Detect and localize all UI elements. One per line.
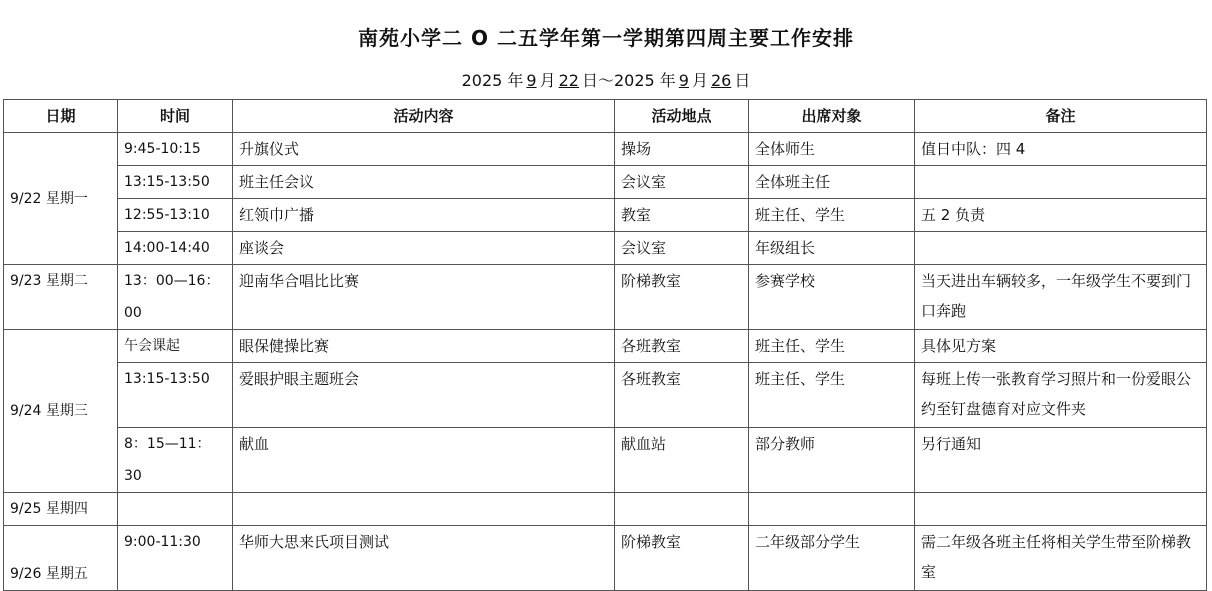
place-cell: 教室 [615, 199, 749, 232]
place-cell: 各班教室 [615, 363, 749, 428]
note-cell: 另行通知 [915, 428, 1207, 493]
time-cell: 13：00—16：00 [118, 265, 233, 330]
time-cell: 午会课起 [118, 330, 233, 363]
table-row [4, 330, 1207, 363]
attendees-cell: 全体班主任 [749, 166, 915, 199]
note-cell [915, 493, 1207, 526]
date-cell: 9/25 星期四 [4, 493, 118, 526]
attendees-cell: 年级组长 [749, 232, 915, 265]
content-cell: 华师大思来氏项目测试 [233, 526, 615, 591]
date-cell: 9/23 星期二 [4, 265, 118, 330]
table-row [4, 199, 1207, 232]
range-day-label-end: 日 [734, 71, 751, 90]
attendees-cell: 班主任、学生 [749, 363, 915, 428]
content-cell: 红领巾广播 [233, 199, 615, 232]
note-cell: 具体见方案 [915, 330, 1207, 363]
header-time: 时间 [118, 100, 233, 133]
table-row [4, 133, 1207, 166]
range-month-label-end: 月 [691, 71, 708, 90]
attendees-cell: 班主任、学生 [749, 330, 915, 363]
table-row [4, 363, 1207, 428]
content-cell: 眼保健操比赛 [233, 330, 615, 363]
content-cell: 爱眼护眼主题班会 [233, 363, 615, 428]
range-day-end: 26 [711, 71, 732, 90]
content-cell: 座谈会 [233, 232, 615, 265]
table-row [4, 166, 1207, 199]
attendees-cell: 部分教师 [749, 428, 915, 493]
content-cell: 升旗仪式 [233, 133, 615, 166]
date-range [0, 68, 1212, 91]
attendees-cell [749, 493, 915, 526]
time-cell: 13:15-13:50 [118, 363, 233, 428]
content-cell: 迎南华合唱比比赛 [233, 265, 615, 330]
place-cell: 献血站 [615, 428, 749, 493]
table-row [4, 428, 1207, 493]
table-row [4, 265, 1207, 330]
range-year-start: 2025 年 [461, 71, 524, 90]
time-cell [118, 493, 233, 526]
place-cell: 会议室 [615, 232, 749, 265]
content-cell [233, 493, 615, 526]
range-day-start: 22 [558, 71, 579, 90]
note-cell: 五 2 负责 [915, 199, 1207, 232]
schedule-table [3, 99, 1207, 591]
content-cell: 献血 [233, 428, 615, 493]
note-cell: 需二年级各班主任将相关学生带至阶梯教室 [915, 526, 1207, 591]
range-separator: 日～2025 年 [581, 71, 676, 90]
date-cell: 9/24 星期三 [4, 330, 118, 493]
attendees-cell: 二年级部分学生 [749, 526, 915, 591]
attendees-cell: 班主任、学生 [749, 199, 915, 232]
date-cell: 9/26 星期五 [4, 526, 118, 591]
place-cell: 操场 [615, 133, 749, 166]
note-cell [915, 232, 1207, 265]
header-place: 活动地点 [615, 100, 749, 133]
content-cell: 班主任会议 [233, 166, 615, 199]
note-cell [915, 166, 1207, 199]
time-cell: 9:45-10:15 [118, 133, 233, 166]
header-date: 日期 [4, 100, 118, 133]
place-cell [615, 493, 749, 526]
header-content: 活动内容 [233, 100, 615, 133]
time-cell: 13:15-13:50 [118, 166, 233, 199]
place-cell: 各班教室 [615, 330, 749, 363]
attendees-cell: 全体师生 [749, 133, 915, 166]
attendees-cell: 参赛学校 [749, 265, 915, 330]
table-row [4, 526, 1207, 591]
header-row [4, 100, 1207, 133]
place-cell: 阶梯教室 [615, 526, 749, 591]
range-month-end: 9 [678, 71, 689, 90]
document-title: 南苑小学二 O 二五学年第一学期第四周主要工作安排 [358, 26, 854, 50]
table-row [4, 232, 1207, 265]
place-cell: 阶梯教室 [615, 265, 749, 330]
note-cell: 值日中队：四 4 [915, 133, 1207, 166]
time-cell: 12:55-13:10 [118, 199, 233, 232]
table-row [4, 493, 1207, 526]
range-month-label-start: 月 [539, 71, 556, 90]
range-month-start: 9 [526, 71, 537, 90]
note-cell: 每班上传一张教育学习照片和一份爱眼公约至钉盘德育对应文件夹 [915, 363, 1207, 428]
header-attendees: 出席对象 [749, 100, 915, 133]
time-cell: 9:00-11:30 [118, 526, 233, 591]
time-cell: 8：15—11：30 [118, 428, 233, 493]
date-cell: 9/22 星期一 [4, 133, 118, 265]
note-cell: 当天进出车辆较多，一年级学生不要到门口奔跑 [915, 265, 1207, 330]
time-cell: 14:00-14:40 [118, 232, 233, 265]
place-cell: 会议室 [615, 166, 749, 199]
header-notes: 备注 [915, 100, 1207, 133]
